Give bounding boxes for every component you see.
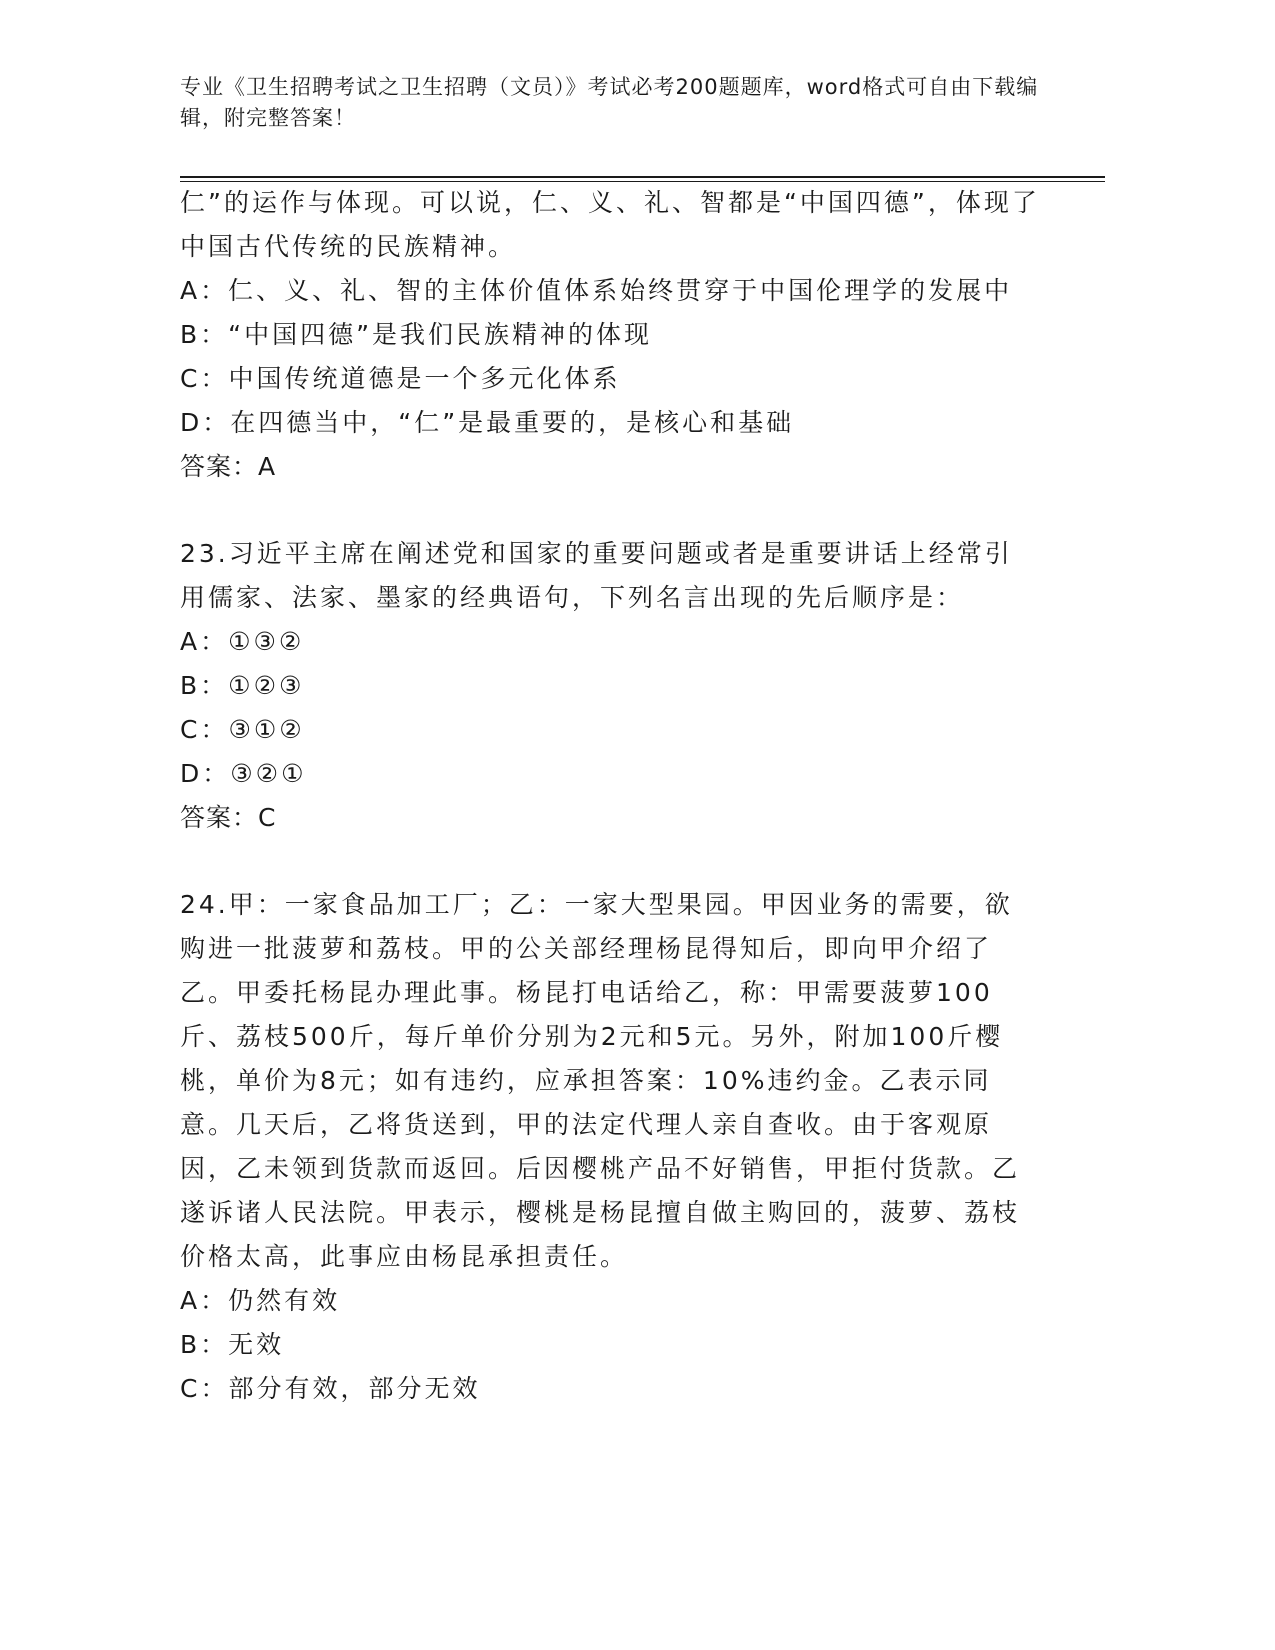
question-24-option-c: C：部分有效，部分无效 [180,1374,481,1403]
question-22-option-c: C：中国传统道德是一个多元化体系 [180,364,621,393]
question-22-option-b: B：“中国四德”是我们民族精神的体现 [180,320,653,349]
spacer [180,840,1040,883]
question-23-option-b: B：①②③ [180,671,305,700]
question-23-answer: 答案：C [180,803,277,832]
question-22-option-a: A：仁、义、礼、智的主体价值体系始终贯穿于中国伦理学的发展中 [180,276,1013,305]
question-24-text: 24.甲：一家食品加工厂；乙：一家大型果园。甲因业务的需要，欲购进一批菠萝和荔枝。甲的公关部经理杨昆得知后，即向甲介绍了乙。甲委托杨昆办理此事。杨昆打电话给乙，称：甲需要菠萝100斤、荔枝500斤，每斤单价分别为2元和5元。另外，附加100斤樱桃，单价为8元；如有违约，应承担答案：10%违约金。乙表示同意。几天后，乙将货送到，甲的法定代理人亲自查收。由于客观原因，乙未领到货款而返回。后因樱桃产品不好销售，甲拒付货款。乙遂诉诸人民法院。甲表示，樱桃是杨昆擅自做主购回的，菠萝、荔枝价格太高，此事应由杨昆承担责任。 [180,890,1021,1271]
question-22-answer: 答案：A [180,452,277,481]
question-24-option-b: B：无效 [180,1330,285,1359]
header-divider [180,176,1105,178]
page-header: 专业《卫生招聘考试之卫生招聘（文员）》考试必考200题题库，word格式可自由下载编辑，附完整答案！ [180,75,1039,130]
question-23-option-a: A：①③② [180,627,305,656]
question-23-option-d: D：③②① [180,759,307,788]
document-body [180,181,1040,1411]
question-22-continuation: 仁”的运作与体现。可以说，仁、义、礼、智都是“中国四德”，体现了中国古代传统的民族精神。 [180,188,1040,261]
question-22-option-d: D：在四德当中，“仁”是最重要的，是核心和基础 [180,408,795,437]
question-24-option-a: A：仍然有效 [180,1286,341,1315]
question-23-option-c: C：③①② [180,715,305,744]
question-23-text: 23.习近平主席在阐述党和国家的重要问题或者是重要讲话上经常引用儒家、法家、墨家的经典语句，下列名言出现的先后顺序是： [180,539,1013,612]
spacer [180,489,1040,532]
